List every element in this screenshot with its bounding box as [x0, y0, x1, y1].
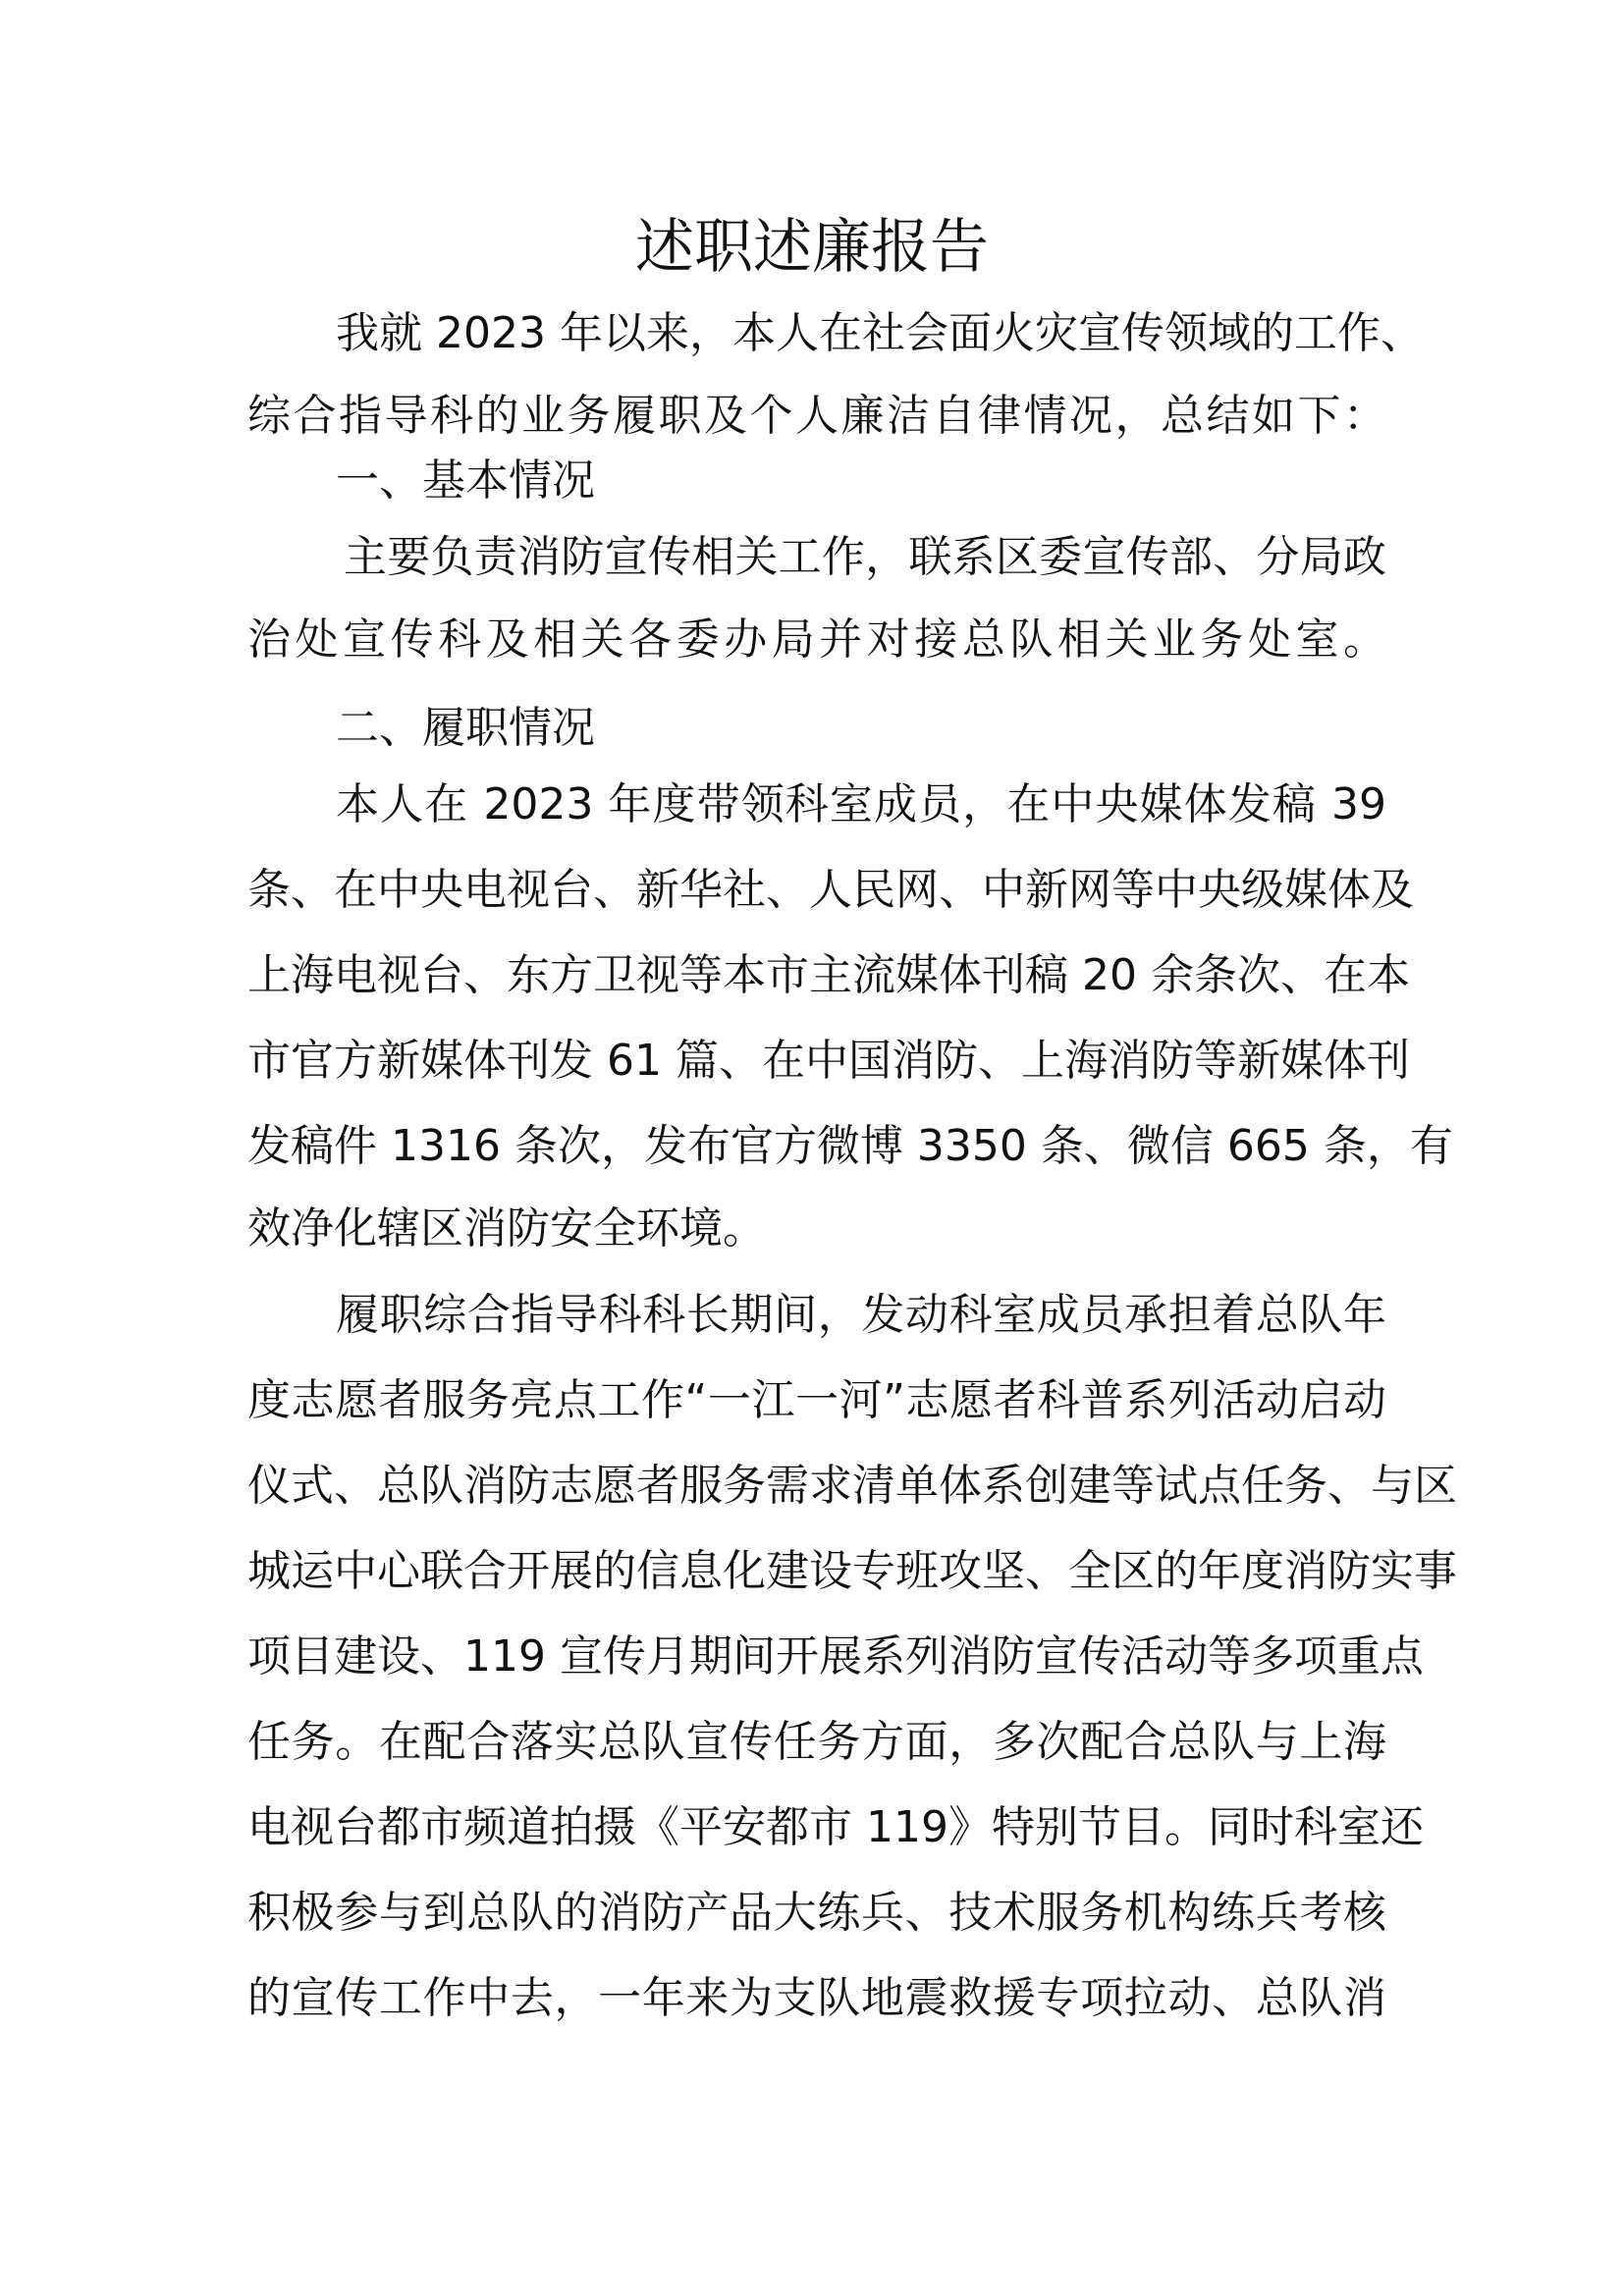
document-title: 述职述廉报告 — [635, 213, 989, 282]
paragraph-line: 综合指导科的业务履职及个人廉洁自律情况，总结如下： — [247, 391, 1386, 441]
paragraph-line: 任务。在配合落实总队宣传任务方面，多次配合总队与上海 — [247, 1717, 1386, 1767]
paragraph-line: 仪式、总队消防志愿者服务需求清单体系创建等试点任务、与区 — [247, 1461, 1457, 1511]
section-heading-basic: 一、基本情况 — [336, 455, 595, 506]
paragraph-line: 本人在 2023 年度带领科室成员，在中央媒体发稿 39 — [336, 779, 1386, 829]
paragraph-line: 电视台都市频道拍摄《平安都市 119》特别节目。同时科室还 — [247, 1802, 1424, 1852]
paragraph-line: 项目建设、119 宣传月期间开展系列消防宣传活动等多项重点 — [247, 1631, 1424, 1682]
paragraph-line: 效净化辖区消防安全环境。 — [247, 1203, 766, 1254]
paragraph-line: 上海电视台、东方卫视等本市主流媒体刊稿 20 余条次、在本 — [247, 950, 1410, 1000]
paragraph-line: 市官方新媒体刊发 61 篇、在中国消防、上海消防等新媒体刊 — [247, 1036, 1410, 1086]
paragraph-line: 治处宣传科及相关各委办局并对接总队相关业务处室。 — [247, 614, 1386, 665]
paragraph-line: 履职综合指导科科长期间，发动科室成员承担着总队年 — [336, 1290, 1386, 1340]
paragraph-line: 主要负责消防宣传相关工作，联系区委宣传部、分局政 — [344, 532, 1386, 582]
paragraph-line: 城运中心联合开展的信息化建设专班攻坚、全区的年度消防实事 — [247, 1546, 1457, 1596]
paragraph-line: 条、在中央电视台、新华社、人民网、中新网等中央级媒体及 — [247, 865, 1414, 915]
paragraph-line: 的宣传工作中去，一年来为支队地震救援专项拉动、总队消 — [247, 1973, 1386, 2023]
paragraph-line: 发稿件 1316 条次，发布官方微博 3350 条、微信 665 条，有 — [247, 1121, 1453, 1171]
paragraph-line: 度志愿者服务亮点工作“一江一河”志愿者科普系列活动启动 — [247, 1375, 1386, 1425]
paragraph-line: 我就 2023 年以来，本人在社会面火灾宣传领域的工作、 — [336, 308, 1424, 358]
paragraph-line: 积极参与到总队的消防产品大练兵、技术服务机构练兵考核 — [247, 1888, 1386, 1938]
section-heading-duties: 二、履职情况 — [336, 703, 595, 753]
